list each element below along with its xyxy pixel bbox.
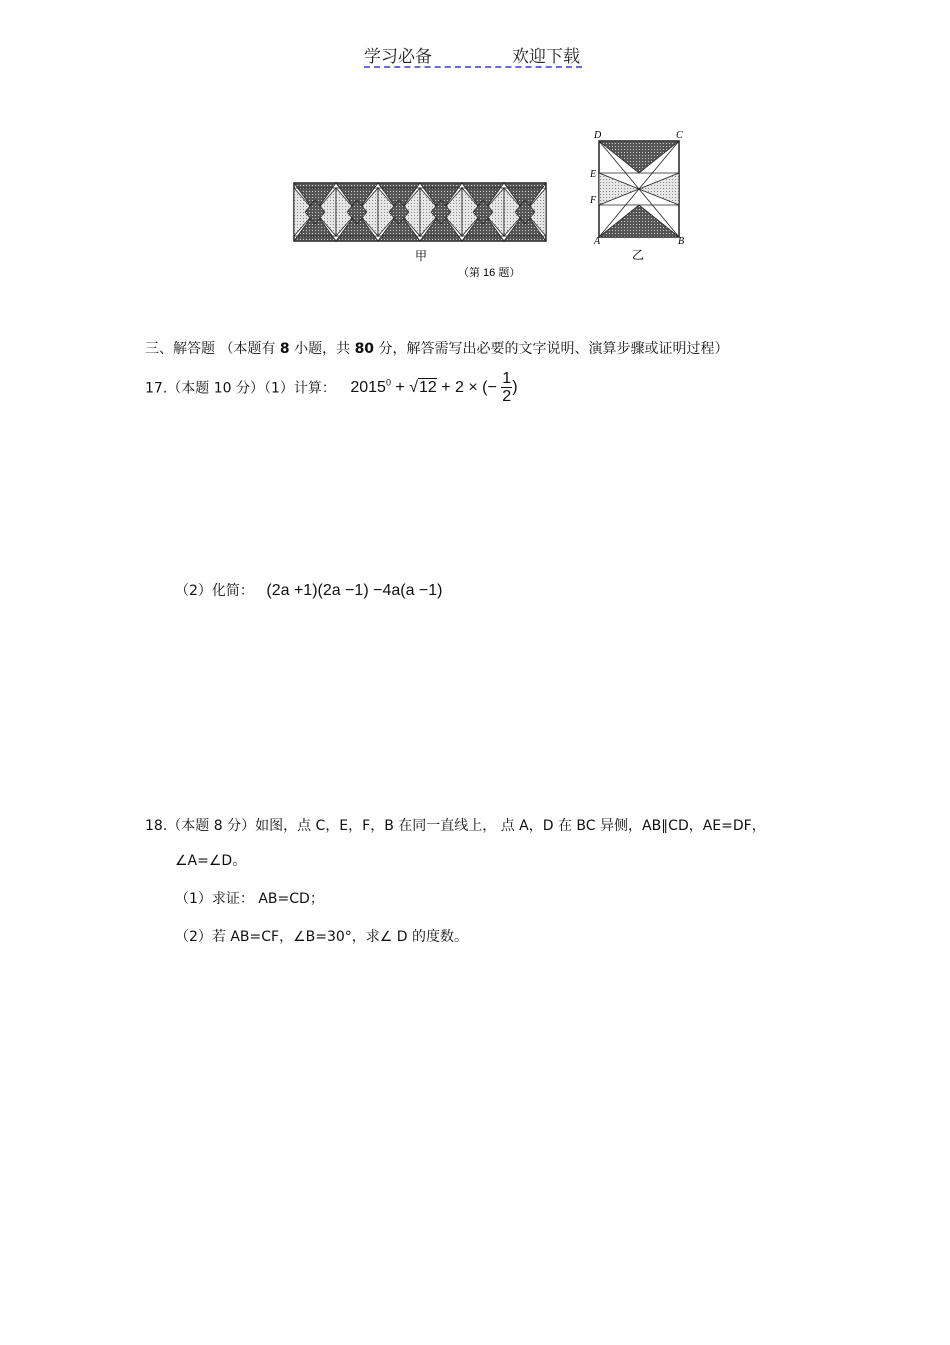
q17-expression [350,379,501,396]
q17-exponent: 0 [385,377,391,388]
q17-plus: + [395,379,405,397]
q17-part2-label: （2）化简： [175,583,254,599]
question-17-part-1 [145,370,518,405]
section-3-prefix: 三、解答题 （本题有 [145,341,276,357]
strip-jia-figure [294,183,546,241]
section-3-heading [145,338,729,358]
q17-base: 2015 [350,379,386,397]
figure-16 [288,128,698,288]
header-right-text: 欢迎下载 [512,47,580,67]
point-a-label: A [594,236,601,247]
point-c-label: C [676,130,683,141]
section-3-score: 80 [354,341,375,357]
label-jia: 甲 [415,249,428,263]
question-17-part-2 [175,580,442,600]
q17-label: 17.（本题 10 分）（1）计算： [145,380,336,397]
q18-line-2: ∠A=∠D。 [175,853,247,869]
q18-line-1: 18.（本题 8 分）如图，点 C，E，F，B 在同一直线上， 点 A，D 在 BC 异侧，AB∥CD，AE=DF， [145,818,766,834]
q17-fraction [501,370,512,405]
q17-frac-den: 2 [502,388,512,405]
figure-caption: （第 16 题） [458,267,521,279]
section-3-count: 8 [279,341,290,357]
q17-rest: + 2 × (− [441,379,497,397]
point-d-label: D [594,130,602,141]
header-left-text: 学习必备 [364,47,432,67]
point-b-label: B [678,236,685,247]
q17-sqrt-symbol: √ [409,379,418,397]
q17-frac-num: 1 [502,370,512,387]
q17-close: ) [512,378,518,396]
point-f-label: F [590,195,597,206]
point-e-label: E [590,169,597,180]
page-header [364,42,582,68]
q18-part-2: （2）若 AB=CF，∠B=30°，求∠ D 的度数。 [175,929,469,945]
label-yi: 乙 [632,248,645,262]
q17-part2-expression: (2a +1)(2a −1) −4a(a −1) [266,582,443,599]
section-3-suffix: 分，解答需写出必要的文字说明、演算步骤或证明过程） [378,341,729,357]
q17-sqrt-arg: 12 [418,379,437,397]
q18-part-1: （1）求证： AB=CD； [175,891,324,907]
section-3-mid: 小题，共 [294,341,351,357]
square-yi-figure [599,141,679,237]
